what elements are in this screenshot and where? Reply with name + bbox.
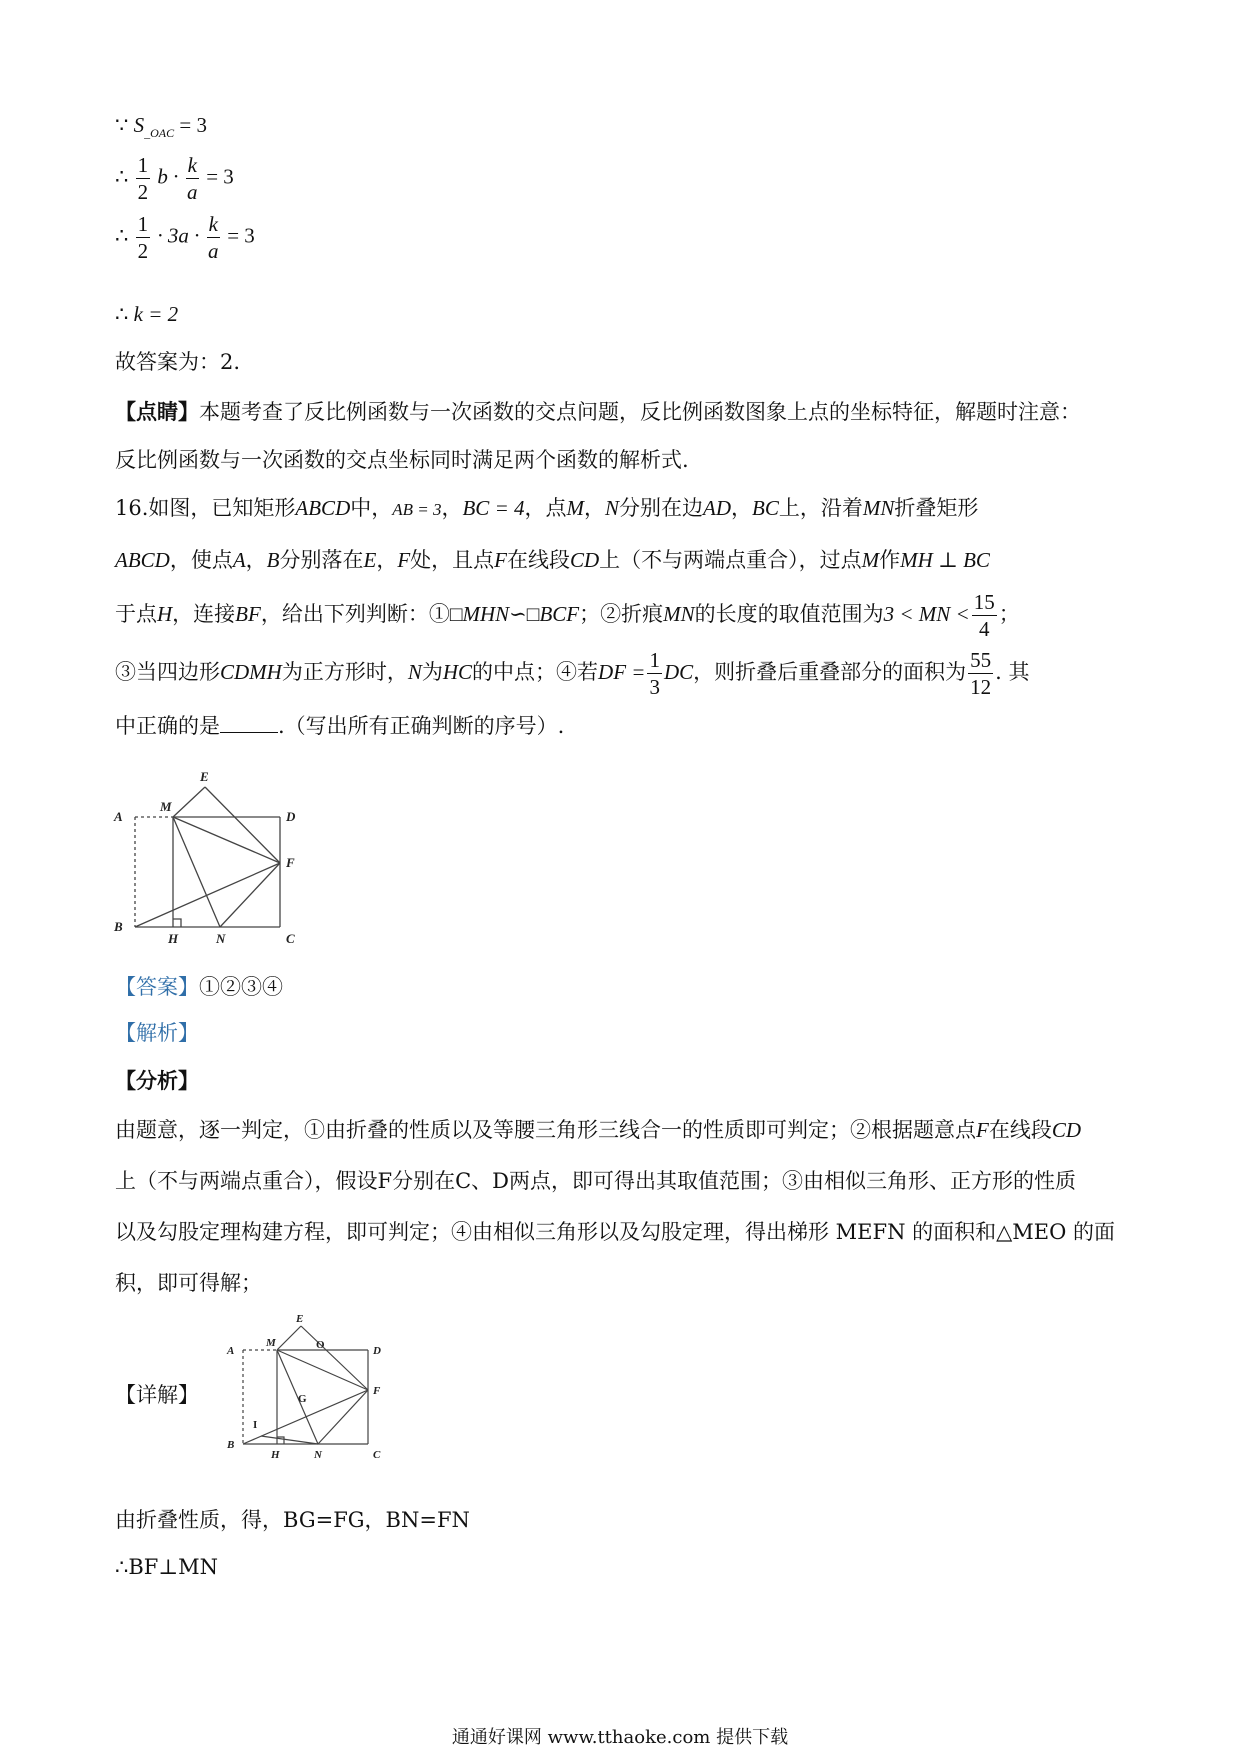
therefore-symbol: ∴ <box>115 164 129 189</box>
question-16 <box>115 483 1125 751</box>
fenxi-line-4: 积，即可得解； <box>115 1271 262 1295</box>
fenxi-section <box>115 1105 1125 1309</box>
math-result: k = 2 <box>133 302 179 326</box>
frac-num: k <box>187 153 197 177</box>
fig1-label-B: B <box>114 919 123 934</box>
fig2-label-F: F <box>373 1385 381 1397</box>
fig1-label-A: A <box>114 809 123 824</box>
fig1-label-F: F <box>286 855 295 870</box>
detail-line-2: ∴BF⊥MN <box>115 1555 218 1579</box>
fig1-edge-BF <box>135 863 280 927</box>
point-line-1 <box>115 388 1125 436</box>
math-line-2 <box>115 152 234 205</box>
analysis-tag: 【解析】 <box>115 1021 199 1045</box>
fig1-edge-EF <box>205 787 280 863</box>
math-line-1 <box>115 108 207 150</box>
math-line-3 <box>115 211 255 264</box>
therefore-symbol: ∴ <box>115 302 129 326</box>
fig1-label-H: H <box>168 931 179 945</box>
frac-num: k <box>208 212 218 236</box>
figure-1 <box>110 765 310 945</box>
fig2-label-C: C <box>373 1449 381 1461</box>
fig2-label-I: I <box>253 1419 258 1431</box>
fig2-label-D: D <box>373 1345 381 1357</box>
frac-num: 1 <box>137 212 149 236</box>
answer-section <box>115 970 283 1004</box>
fig2-label-H: H <box>271 1449 280 1461</box>
fig2-label-B: B <box>227 1439 235 1451</box>
fraction-half <box>136 211 151 264</box>
math-term: · 3a · <box>157 223 200 248</box>
fig2-label-N: N <box>314 1449 322 1461</box>
answer-text: ①②③④ <box>199 975 283 999</box>
fenxi-line-1: 由题意，逐一判定，①由折叠的性质以及等腰三角形三线合一的性质即可判定；②根据题意点F在线段CD <box>115 1118 1082 1142</box>
q16-line-4: ③当四边形CDMH为正方形时，N为HC的中点；④若DF = $\frac{1}{3}$ DC，则折叠后重叠部分的面积为 $\frac{55}{12}$ . 其 <box>115 648 1030 699</box>
point-line-2: 反比例函数与一次函数的交点坐标同时满足两个函数的解析式. <box>115 448 689 472</box>
fraction-k-a <box>207 211 220 264</box>
fig1-right-angle <box>173 919 181 927</box>
fig2-label-G: G <box>298 1393 307 1405</box>
because-symbol: ∵ <box>115 113 129 137</box>
answer-blank <box>220 714 278 733</box>
area-subscript: _OAC <box>144 126 175 141</box>
fenxi-tag: 【分析】 <box>115 1068 199 1093</box>
fig2-edge-MF <box>277 1350 368 1390</box>
math-term: b · <box>157 164 179 189</box>
fig1-label-M: M <box>160 799 172 814</box>
fig1-edge-ME <box>173 787 205 817</box>
answer-tag: 【答案】 <box>115 975 199 999</box>
math-rhs: = 3 <box>179 113 207 137</box>
detail-line-1: 由折叠性质，得，BG=FG，BN=FN <box>115 1508 470 1532</box>
frac-num: 1 <box>137 153 149 177</box>
q16-line-1: 16.如图，已知矩形ABCD中，AB = 3，BC = 4，点M，N分别在边AD，BC上，沿着MN折叠矩形 <box>115 496 979 520</box>
fig1-edge-NF <box>220 863 280 927</box>
fig1-label-C: C <box>286 931 295 945</box>
math-line-4 <box>115 297 178 331</box>
fraction-half <box>136 152 151 205</box>
frac-den: a <box>187 180 198 204</box>
area-symbol: S <box>133 113 145 137</box>
fig2-label-E: E <box>296 1313 304 1325</box>
frac-den: 2 <box>137 239 149 263</box>
fig2-edge-ME <box>277 1326 301 1350</box>
therefore-symbol: ∴ <box>115 223 129 248</box>
fig1-label-D: D <box>286 809 296 824</box>
math-rhs: = 3 <box>206 164 234 189</box>
point-section <box>115 388 1125 484</box>
fig2-label-O: O <box>316 1339 325 1351</box>
q16-line-2: ABCD，使点A，B分别落在E，F处，且点F在线段CD上（不与两端点重合），过点M作MH ⊥ BC <box>115 548 990 572</box>
point-tag: 【点睛】 <box>115 399 199 424</box>
fig2-edge-EF <box>301 1326 368 1390</box>
fig2-edge-IN <box>261 1436 318 1444</box>
fig2-label-A: A <box>227 1345 235 1357</box>
page-footer: 通通好课网 www.tthaoke.com 提供下载 <box>451 1727 789 1748</box>
fenxi-line-2: 上（不与两端点重合），假设F分别在C、D两点，即可得出其取值范围；③由相似三角形、正方形的性质 <box>115 1169 1076 1193</box>
q16-line-3: 于点H，连接BF，给出下列判断：①□MHN∽□BCF；②折痕MN的长度的取值范围为3 < MN < $\frac{15}{4}$ ； <box>115 590 1020 641</box>
point-text-1: 本题考查了反比例函数与一次函数的交点问题，反比例函数图象上点的坐标特征，解题时注意： <box>199 400 1081 424</box>
frac-den: 2 <box>137 180 149 204</box>
detail-tag: 【详解】 <box>115 1383 199 1407</box>
math-rhs: = 3 <box>227 223 255 248</box>
frac-den: a <box>208 239 219 263</box>
fig2-label-M: M <box>266 1337 276 1349</box>
fraction-k-a <box>186 152 199 205</box>
fig1-label-E: E <box>200 769 209 784</box>
figure-2 <box>225 1312 400 1462</box>
q16-line-5: 中正确的是 .（写出所有正确判断的序号）. <box>115 714 565 738</box>
fenxi-line-3: 以及勾股定理构建方程，即可判定；④由相似三角形以及勾股定理，得出梯形 MEFN 的面积和△MEO 的面 <box>115 1220 1115 1244</box>
fig1-label-N: N <box>216 931 226 945</box>
answer-line: 故答案为：2. <box>115 350 241 374</box>
fig2-edge-NF <box>318 1390 368 1444</box>
